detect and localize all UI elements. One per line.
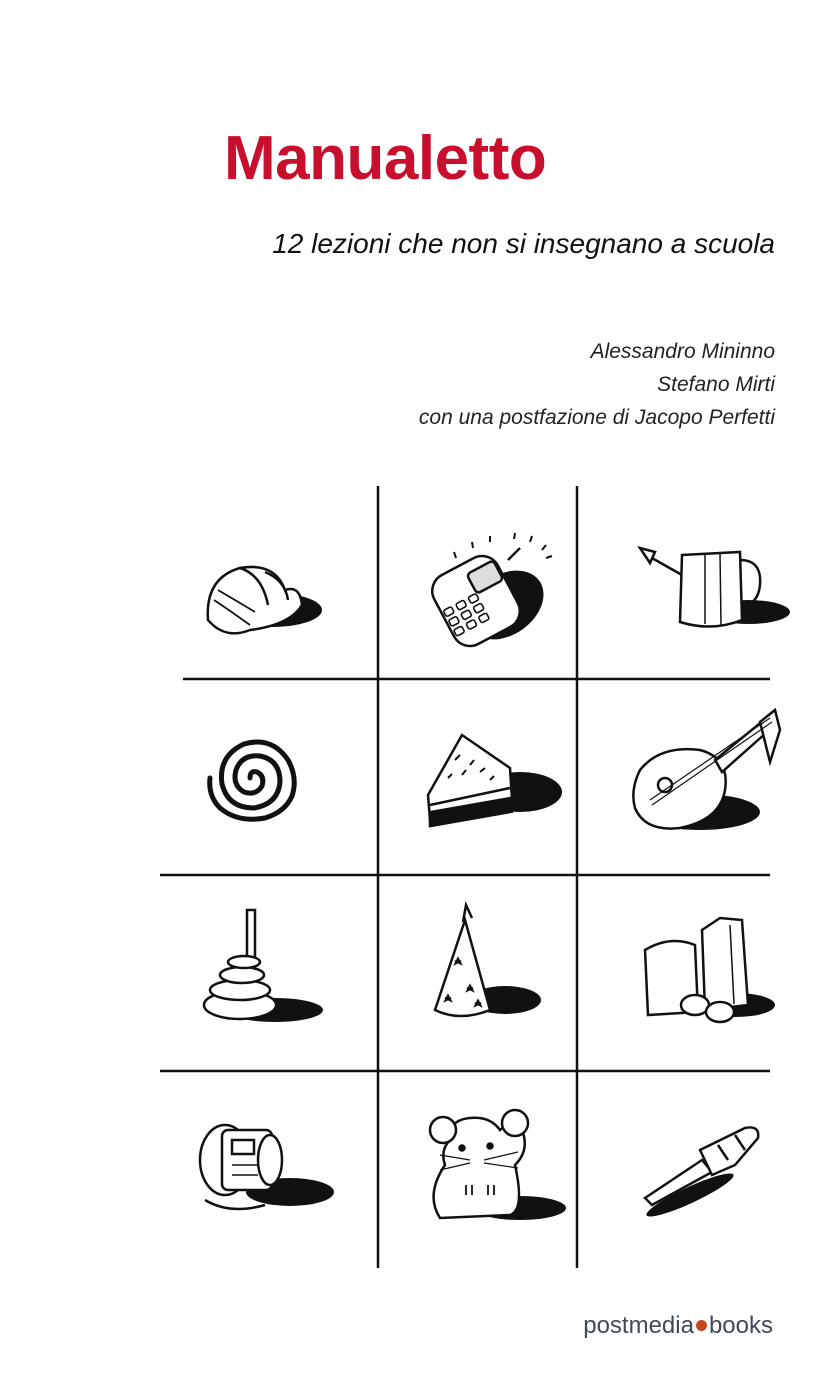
spiral-icon [210,742,295,819]
publisher-logo [583,1312,773,1340]
author-2: Stefano Mirti [657,373,775,396]
croissant-icon [208,567,322,633]
mobile-phone-icon [426,533,557,654]
party-hat-icon [435,905,541,1016]
cake-slice-icon [428,735,562,826]
lute-icon [633,710,780,830]
ring-stack-toy-icon [204,910,323,1022]
author-1: Alessandro Mininno [590,340,775,363]
publisher-name-left: postmedia [583,1312,694,1339]
dart-icon [643,1127,758,1222]
hamster-icon [430,1110,566,1220]
book-subtitle: 12 lezioni che non si insegnano a scuola [272,228,775,259]
watering-can-icon [640,548,790,627]
publisher-dot-icon [696,1320,707,1331]
afterword-credit: con una postfazione di Jacopo Perfetti [418,406,775,429]
rolodex-icon [200,1125,334,1209]
book-title: Manualetto [224,124,547,193]
publisher-name-right: books [708,1312,773,1339]
flour-milk-eggs-icon [645,918,775,1022]
